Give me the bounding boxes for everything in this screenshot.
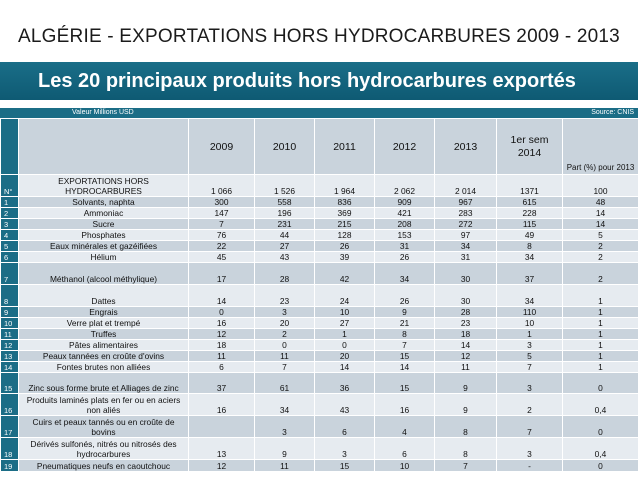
value-cell: 10: [375, 460, 435, 472]
table-row: [1, 219, 638, 230]
value-cell: 14: [315, 362, 375, 373]
value-cell: 3: [315, 438, 375, 460]
value-cell: 12: [189, 460, 255, 472]
table-row: [1, 438, 638, 460]
value-cell: 1: [563, 340, 638, 351]
product-name: Pneumatiques neufs en caoutchouc: [19, 460, 189, 472]
value-cell: 3: [497, 373, 563, 394]
product-name: Verre plat et trempé: [19, 318, 189, 329]
value-cell: 18: [435, 329, 497, 340]
total-cell: 1 964: [315, 175, 375, 197]
value-cell: 1: [315, 329, 375, 340]
value-cell: 7: [497, 416, 563, 438]
value-cell: 24: [315, 285, 375, 307]
value-cell: 5: [497, 351, 563, 362]
value-cell: 21: [375, 318, 435, 329]
value-cell: 4: [375, 416, 435, 438]
value-cell: 48: [563, 197, 638, 208]
product-name: Sucre: [19, 219, 189, 230]
row-number: 15: [1, 373, 19, 394]
value-cell: 967: [435, 197, 497, 208]
header-1er-sem-2014: 1er sem 2014: [497, 119, 563, 175]
row-number: 2: [1, 208, 19, 219]
value-cell: 42: [315, 263, 375, 285]
table-row: [1, 362, 638, 373]
row-number: 14: [1, 362, 19, 373]
table-row: [1, 208, 638, 219]
row-number: 1: [1, 197, 19, 208]
value-cell: 7: [497, 362, 563, 373]
value-cell: 9: [435, 394, 497, 416]
value-cell: 231: [255, 219, 315, 230]
product-name: Dérivés sulfonés, nitrés ou nitrosés des hydrocarbures: [19, 438, 189, 460]
row-number: 16: [1, 394, 19, 416]
value-cell: 8: [375, 329, 435, 340]
value-cell: [189, 416, 255, 438]
unit-note: Valeur Millions USD: [72, 109, 134, 116]
row-number: 5: [1, 241, 19, 252]
value-cell: 128: [315, 230, 375, 241]
value-cell: 27: [315, 318, 375, 329]
product-name: Peaux tannées en croûte d'ovins: [19, 351, 189, 362]
value-cell: 11: [435, 362, 497, 373]
value-cell: 0: [563, 416, 638, 438]
table-row: [1, 230, 638, 241]
header-blank: [19, 119, 189, 175]
table-row: [1, 394, 638, 416]
value-cell: 909: [375, 197, 435, 208]
row-number: 9: [1, 307, 19, 318]
value-cell: 16: [189, 318, 255, 329]
table-row: [1, 351, 638, 362]
value-cell: 28: [255, 263, 315, 285]
value-cell: 10: [497, 318, 563, 329]
value-cell: 8: [435, 416, 497, 438]
value-cell: 20: [255, 318, 315, 329]
table-subheader: [0, 108, 638, 118]
value-cell: 45: [189, 252, 255, 263]
row-number: 3: [1, 219, 19, 230]
value-cell: 153: [375, 230, 435, 241]
value-cell: 369: [315, 208, 375, 219]
value-cell: 3: [497, 340, 563, 351]
value-cell: 2: [563, 252, 638, 263]
header-2011: 2011: [315, 119, 375, 175]
product-name: Ammoniac: [19, 208, 189, 219]
table-row: [1, 329, 638, 340]
value-cell: 43: [315, 394, 375, 416]
value-cell: 6: [375, 438, 435, 460]
value-cell: 14: [563, 208, 638, 219]
value-cell: 43: [255, 252, 315, 263]
value-cell: 34: [497, 285, 563, 307]
header-n: N°: [1, 175, 19, 197]
value-cell: 28: [435, 307, 497, 318]
total-cell: 1 526: [255, 175, 315, 197]
value-cell: 0,4: [563, 394, 638, 416]
page-title: ALGÉRIE - EXPORTATIONS HORS HYDROCARBURES 2009 - 2013: [18, 26, 620, 47]
value-cell: 11: [255, 460, 315, 472]
value-cell: 9: [435, 373, 497, 394]
value-cell: 12: [189, 329, 255, 340]
value-cell: -: [497, 460, 563, 472]
value-cell: 30: [435, 263, 497, 285]
product-name: Cuirs et peaux tannés ou en croûte de bovins: [19, 416, 189, 438]
value-cell: 1: [563, 285, 638, 307]
value-cell: 558: [255, 197, 315, 208]
value-cell: 7: [375, 340, 435, 351]
total-cell: 2 062: [375, 175, 435, 197]
value-cell: 3: [255, 307, 315, 318]
value-cell: 228: [497, 208, 563, 219]
table-row: [1, 263, 638, 285]
table-row: [1, 252, 638, 263]
header-2010: 2010: [255, 119, 315, 175]
table-row: [1, 460, 638, 472]
value-cell: 0: [315, 340, 375, 351]
value-cell: 14: [375, 362, 435, 373]
value-cell: 15: [375, 373, 435, 394]
table-banner: Les 20 principaux produits hors hydrocarbures exportés: [0, 62, 638, 100]
header-2009: 2009: [189, 119, 255, 175]
value-cell: 14: [189, 285, 255, 307]
value-cell: 208: [375, 219, 435, 230]
value-cell: 9: [375, 307, 435, 318]
value-cell: 23: [255, 285, 315, 307]
value-cell: 6: [189, 362, 255, 373]
table-row: [1, 416, 638, 438]
value-cell: 15: [375, 351, 435, 362]
value-cell: 196: [255, 208, 315, 219]
value-cell: 44: [255, 230, 315, 241]
value-cell: 7: [189, 219, 255, 230]
value-cell: 2: [497, 394, 563, 416]
header-share-2013: Part (%) pour 2013: [563, 119, 638, 175]
value-cell: 17: [189, 263, 255, 285]
value-cell: 6: [315, 416, 375, 438]
product-name: Dattes: [19, 285, 189, 307]
value-cell: 147: [189, 208, 255, 219]
row-number: 19: [1, 460, 19, 472]
row-number: 18: [1, 438, 19, 460]
product-name: Produits laminés plats en fer ou en aciers non aliés: [19, 394, 189, 416]
value-cell: 0: [563, 460, 638, 472]
value-cell: 2: [255, 329, 315, 340]
row-number: 7: [1, 263, 19, 285]
value-cell: 37: [189, 373, 255, 394]
value-cell: 26: [315, 241, 375, 252]
value-cell: 16: [189, 394, 255, 416]
value-cell: 49: [497, 230, 563, 241]
value-cell: 76: [189, 230, 255, 241]
value-cell: 7: [435, 460, 497, 472]
value-cell: 3: [255, 416, 315, 438]
row-number: 10: [1, 318, 19, 329]
value-cell: 26: [375, 252, 435, 263]
value-cell: 0: [563, 373, 638, 394]
value-cell: 0: [189, 307, 255, 318]
value-cell: 31: [375, 241, 435, 252]
row-number: 11: [1, 329, 19, 340]
value-cell: 836: [315, 197, 375, 208]
value-cell: 5: [563, 230, 638, 241]
total-cell: 1 066: [189, 175, 255, 197]
exports-table: [0, 118, 638, 472]
value-cell: 1: [563, 329, 638, 340]
value-cell: 115: [497, 219, 563, 230]
product-name: Fontes brutes non alliées: [19, 362, 189, 373]
value-cell: 300: [189, 197, 255, 208]
value-cell: 3: [497, 438, 563, 460]
table-row: [1, 373, 638, 394]
table-row: [1, 340, 638, 351]
product-name: Hélium: [19, 252, 189, 263]
value-cell: 61: [255, 373, 315, 394]
value-cell: 11: [255, 351, 315, 362]
value-cell: 22: [189, 241, 255, 252]
value-cell: 10: [315, 307, 375, 318]
row-number: 17: [1, 416, 19, 438]
value-cell: 8: [497, 241, 563, 252]
value-cell: 34: [435, 241, 497, 252]
value-cell: 39: [315, 252, 375, 263]
table-row: [1, 241, 638, 252]
product-name: Solvants, naphta: [19, 197, 189, 208]
value-cell: 30: [435, 285, 497, 307]
table-row: [1, 197, 638, 208]
product-name: Engrais: [19, 307, 189, 318]
product-name: Truffes: [19, 329, 189, 340]
value-cell: 20: [315, 351, 375, 362]
value-cell: 9: [255, 438, 315, 460]
product-name: Pâtes alimentaires: [19, 340, 189, 351]
value-cell: 12: [435, 351, 497, 362]
value-cell: 34: [255, 394, 315, 416]
product-name: Phosphates: [19, 230, 189, 241]
value-cell: 1: [497, 329, 563, 340]
row-number: 13: [1, 351, 19, 362]
value-cell: 421: [375, 208, 435, 219]
value-cell: 2: [563, 241, 638, 252]
row-number: 12: [1, 340, 19, 351]
value-cell: 0,4: [563, 438, 638, 460]
value-cell: 283: [435, 208, 497, 219]
table-row: [1, 307, 638, 318]
value-cell: 34: [375, 263, 435, 285]
value-cell: 97: [435, 230, 497, 241]
value-cell: 34: [497, 252, 563, 263]
total-label: EXPORTATIONS HORS HYDROCARBURES: [19, 175, 189, 197]
product-name: Zinc sous forme brute et Alliages de zinc: [19, 373, 189, 394]
value-cell: 2: [563, 263, 638, 285]
value-cell: 110: [497, 307, 563, 318]
row-number: 6: [1, 252, 19, 263]
product-name: Méthanol (alcool méthylique): [19, 263, 189, 285]
table-row: [1, 318, 638, 329]
value-cell: 11: [189, 351, 255, 362]
value-cell: 8: [435, 438, 497, 460]
value-cell: 0: [255, 340, 315, 351]
value-cell: 16: [375, 394, 435, 416]
value-cell: 615: [497, 197, 563, 208]
value-cell: 215: [315, 219, 375, 230]
value-cell: 272: [435, 219, 497, 230]
value-cell: 37: [497, 263, 563, 285]
table-row: [1, 285, 638, 307]
value-cell: 26: [375, 285, 435, 307]
value-cell: 7: [255, 362, 315, 373]
value-cell: 1: [563, 351, 638, 362]
header-2013: 2013: [435, 119, 497, 175]
value-cell: 1: [563, 318, 638, 329]
value-cell: 31: [435, 252, 497, 263]
value-cell: 27: [255, 241, 315, 252]
row-number: 4: [1, 230, 19, 241]
total-cell: 2 014: [435, 175, 497, 197]
value-cell: 15: [315, 460, 375, 472]
value-cell: 14: [435, 340, 497, 351]
row-number: 8: [1, 285, 19, 307]
header-row: [1, 119, 638, 175]
source-note: Source: CNIS: [591, 109, 634, 116]
value-cell: 23: [435, 318, 497, 329]
value-cell: 1: [563, 307, 638, 318]
total-cell: 100: [563, 175, 638, 197]
value-cell: 14: [563, 219, 638, 230]
value-cell: 36: [315, 373, 375, 394]
product-name: Eaux minérales et gazéifiées: [19, 241, 189, 252]
header-n-blank: [1, 119, 19, 175]
total-cell: 1371: [497, 175, 563, 197]
total-row: [1, 175, 638, 197]
value-cell: 13: [189, 438, 255, 460]
value-cell: 1: [563, 362, 638, 373]
value-cell: 18: [189, 340, 255, 351]
header-2012: 2012: [375, 119, 435, 175]
